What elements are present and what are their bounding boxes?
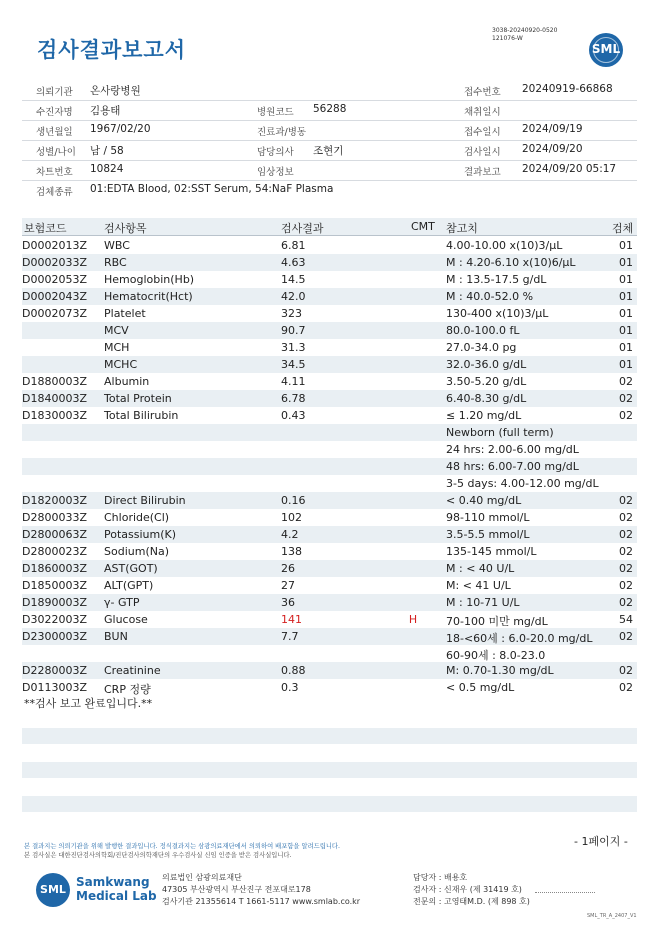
cell-item: AST(GOT) — [104, 562, 158, 575]
cell-result: 6.78 — [281, 392, 306, 405]
table-row — [22, 254, 637, 271]
cell-code: D0002033Z — [22, 256, 87, 269]
cell-code: D1850003Z — [22, 579, 87, 592]
cell-ref: < 0.40 mg/dL — [446, 494, 522, 507]
footer-note-2: 본 검사실은 대한진단검사의학회/진단검사의학재단의 우수검사실 신임 인증을 받은 검사실입니다. — [24, 852, 292, 859]
cell-ref: 3.50-5.20 g/dL — [446, 375, 527, 388]
table-row — [22, 424, 637, 441]
table-row — [22, 662, 637, 679]
clinical-label: 임상정보 — [257, 167, 294, 178]
cell-spec: 01 — [619, 358, 633, 371]
table-row — [22, 560, 637, 577]
table-row — [22, 594, 637, 611]
cell-result: 31.3 — [281, 341, 306, 354]
receipt-value: 20240919-66868 — [522, 83, 613, 95]
cell-ref: 98-110 mmol/L — [446, 511, 530, 524]
cell-ref: 130-400 x(10)3/μL — [446, 307, 549, 320]
cell-result: 34.5 — [281, 358, 306, 371]
brand-name: Samkwang Medical Lab — [76, 875, 157, 903]
cell-spec: 01 — [619, 341, 633, 354]
cell-spec: 02 — [619, 409, 633, 422]
cell-item: γ- GTP — [104, 596, 140, 609]
table-row — [22, 373, 637, 390]
cell-item: RBC — [104, 256, 127, 269]
cell-result: 102 — [281, 511, 302, 524]
cell-ref: M: < 41 U/L — [446, 579, 511, 592]
header-result: 검사결과 — [281, 222, 324, 235]
sex-label: 성별/나이 — [36, 147, 76, 158]
cell-ref: M : 13.5-17.5 g/dL — [446, 273, 547, 286]
cell-item: WBC — [104, 239, 130, 252]
cell-spec: 02 — [619, 511, 633, 524]
cell-ref: 27.0-34.0 pg — [446, 341, 517, 354]
cell-ref: 48 hrs: 6.00-7.00 mg/dL — [446, 460, 579, 473]
cell-spec: 02 — [619, 545, 633, 558]
footer-logo: SML — [36, 873, 70, 907]
cell-item: Albumin — [104, 375, 150, 388]
table-row — [22, 407, 637, 424]
cell-spec: 02 — [619, 562, 633, 575]
header-code: 보험코드 — [24, 222, 67, 235]
cell-item: Direct Bilirubin — [104, 494, 186, 507]
cell-spec: 01 — [619, 324, 633, 337]
hospital-label: 의뢰기관 — [36, 87, 73, 98]
cell-code: D1860003Z — [22, 562, 87, 575]
cell-result: 323 — [281, 307, 302, 320]
header-ref: 참고치 — [446, 222, 478, 235]
cell-item: Chloride(Cl) — [104, 511, 170, 524]
table-row — [22, 509, 637, 526]
cell-code: D0002043Z — [22, 290, 87, 303]
table-row — [22, 679, 637, 696]
cell-code: D2280003Z — [22, 664, 87, 677]
cell-item: Glucose — [104, 613, 148, 626]
cell-item: Hemoglobin(Hb) — [104, 273, 195, 286]
staff-line-3: 전문의 : 고영태M.D. (제 898 호) — [413, 897, 530, 906]
birth-label: 생년월일 — [36, 127, 73, 138]
cell-item: Creatinine — [104, 664, 161, 677]
cell-result: 6.81 — [281, 239, 306, 252]
patient-value: 김용태 — [90, 105, 121, 117]
cell-item: CRP 정량 — [104, 683, 151, 696]
cell-result: 0.3 — [281, 681, 299, 694]
cell-spec: 02 — [619, 494, 633, 507]
accept-value: 2024/09/19 — [522, 123, 583, 135]
cell-item: MCH — [104, 341, 130, 354]
cell-result: 4.11 — [281, 375, 306, 388]
cell-result: 90.7 — [281, 324, 306, 337]
cell-ref: M : 40.0-52.0 % — [446, 290, 534, 303]
cell-cmt: H — [408, 613, 418, 626]
cell-spec: 02 — [619, 579, 633, 592]
cell-ref: 70-100 미만 mg/dL — [446, 615, 548, 628]
chart-label: 차트번호 — [36, 167, 73, 178]
empty-band — [22, 796, 637, 812]
sex-value: 남 / 58 — [90, 145, 124, 157]
cell-item: Platelet — [104, 307, 146, 320]
address-line-3: 검사기관 21355614 T 1661-5117 www.smlab.co.kr — [162, 897, 361, 906]
cell-item: Potassium(K) — [104, 528, 177, 541]
cell-spec: 02 — [619, 681, 633, 694]
table-row — [22, 288, 637, 305]
empty-band — [22, 728, 637, 744]
cell-spec: 02 — [619, 664, 633, 677]
cell-code: D2800063Z — [22, 528, 87, 541]
collect-label: 채취일시 — [464, 107, 501, 118]
cell-item: BUN — [104, 630, 128, 643]
table-row — [22, 271, 637, 288]
staff-line-1: 담당자 : 배용호 — [413, 873, 468, 882]
chart-value: 10824 — [90, 163, 124, 175]
cell-spec: 02 — [619, 528, 633, 541]
cell-spec: 01 — [619, 273, 633, 286]
cell-code: D0002013Z — [22, 239, 87, 252]
cell-item: Sodium(Na) — [104, 545, 169, 558]
cell-spec: 01 — [619, 307, 633, 320]
cell-result: 7.7 — [281, 630, 299, 643]
doctor-label: 담당의사 — [257, 147, 294, 158]
cell-code: D3022003Z — [22, 613, 87, 626]
cell-result: 27 — [281, 579, 295, 592]
address-line-2: 47305 부산광역시 부산진구 전포대로178 — [162, 885, 311, 894]
patient-label: 수진자명 — [36, 107, 73, 118]
table-row — [22, 356, 637, 373]
cell-item: Total Bilirubin — [104, 409, 179, 422]
cell-item: MCV — [104, 324, 129, 337]
table-row — [22, 458, 637, 475]
cell-code: D0002073Z — [22, 307, 87, 320]
complete-text: **검사 보고 완료입니다.** — [24, 697, 153, 710]
table-row — [22, 577, 637, 594]
form-code: SML_TR_A_2407_V1 — [587, 913, 637, 919]
cell-code: D1890003Z — [22, 596, 87, 609]
cell-ref: M : 10-71 U/L — [446, 596, 520, 609]
cell-ref: 18-<60세 : 6.0-20.0 mg/dL — [446, 632, 593, 645]
table-row — [22, 645, 637, 662]
cell-ref: M: 0.70-1.30 mg/dL — [446, 664, 554, 677]
doctor-value: 조현기 — [313, 145, 344, 157]
cell-result: 138 — [281, 545, 302, 558]
test-date-label: 검사일시 — [464, 147, 501, 158]
cell-result: 42.0 — [281, 290, 306, 303]
cell-ref: 32.0-36.0 g/dL — [446, 358, 527, 371]
address-line-1: 의료법인 삼광의료재단 — [162, 873, 242, 882]
sml-logo: SML — [589, 33, 623, 67]
cell-result: 4.63 — [281, 256, 306, 269]
hospital-code-label: 병원코드 — [257, 107, 294, 118]
table-row — [22, 237, 637, 254]
table-row — [22, 492, 637, 509]
hospital-code-value: 56288 — [313, 103, 347, 115]
cell-ref: 60-90세 : 8.0-23.0 — [446, 649, 546, 662]
cell-ref: ≤ 1.20 mg/dL — [446, 409, 522, 422]
cell-ref: 24 hrs: 2.00-6.00 mg/dL — [446, 443, 579, 456]
table-row — [22, 475, 637, 492]
cell-ref: 135-145 mmol/L — [446, 545, 537, 558]
table-row — [22, 543, 637, 560]
specimen-label: 검체종류 — [36, 187, 73, 198]
cell-code: D1880003Z — [22, 375, 87, 388]
cell-ref: < 0.5 mg/dL — [446, 681, 515, 694]
cell-result: 14.5 — [281, 273, 306, 286]
cell-code: D1820003Z — [22, 494, 87, 507]
cell-ref: M : 4.20-6.10 x(10)6/μL — [446, 256, 576, 269]
cell-spec: 01 — [619, 290, 633, 303]
header-item: 검사항목 — [104, 222, 147, 235]
table-header — [22, 218, 637, 236]
table-row — [22, 305, 637, 322]
cell-result: 0.16 — [281, 494, 306, 507]
table-row — [22, 526, 637, 543]
report-value: 2024/09/20 05:17 — [522, 163, 617, 175]
table-row — [22, 339, 637, 356]
cell-result: 0.88 — [281, 664, 306, 677]
cell-spec: 01 — [619, 256, 633, 269]
cell-ref: 6.40-8.30 g/dL — [446, 392, 527, 405]
specimen-value: 01:EDTA Blood, 02:SST Serum, 54:NaF Plasma — [90, 183, 334, 195]
cell-result: 141 — [281, 613, 302, 626]
birth-value: 1967/02/20 — [90, 123, 151, 135]
cell-item: ALT(GPT) — [104, 579, 154, 592]
cell-item: MCHC — [104, 358, 138, 371]
cell-code: D2300003Z — [22, 630, 87, 643]
signature — [535, 882, 595, 893]
page-number: - 1페이지 - — [574, 835, 628, 848]
table-row — [22, 611, 637, 628]
test-date-value: 2024/09/20 — [522, 143, 583, 155]
cell-code: D0002053Z — [22, 273, 87, 286]
cell-ref: 4.00-10.00 x(10)3/μL — [446, 239, 563, 252]
dept-label: 진료과/병동 — [257, 127, 307, 138]
document-id: 3038-20240920-0520 121076-W — [492, 27, 558, 42]
cell-result: 26 — [281, 562, 295, 575]
report-label: 결과보고 — [464, 167, 501, 178]
cell-result: 4.2 — [281, 528, 299, 541]
cell-code: D0113003Z — [22, 681, 87, 694]
cell-item: Hematocrit(Hct) — [104, 290, 193, 303]
receipt-label: 접수번호 — [464, 87, 501, 98]
table-row — [22, 322, 637, 339]
cell-code: D1840003Z — [22, 392, 87, 405]
footer-note-1: 본 결과지는 의뢰기관을 위해 발행한 결과입니다. 정식결과지는 삼광의료재단에서 의뢰하여 배포함을 알려드립니다. — [24, 843, 340, 850]
page-title: 검사결과보고서 — [37, 38, 187, 62]
staff-line-2: 검사자 : 신재우 (제 31419 호) — [413, 885, 522, 894]
cell-spec: 54 — [619, 613, 633, 626]
cell-spec: 02 — [619, 375, 633, 388]
cell-code: D1830003Z — [22, 409, 87, 422]
empty-band — [22, 762, 637, 778]
cell-ref: 80.0-100.0 fL — [446, 324, 520, 337]
cell-spec: 02 — [619, 630, 633, 643]
cell-ref: 3-5 days: 4.00-12.00 mg/dL — [446, 477, 599, 490]
cell-item: Total Protein — [104, 392, 172, 405]
cell-code: D2800023Z — [22, 545, 87, 558]
cell-code: D2800033Z — [22, 511, 87, 524]
cell-result: 0.43 — [281, 409, 306, 422]
header-specimen: 검체 — [612, 222, 634, 235]
cell-spec: 02 — [619, 392, 633, 405]
cell-ref: M : < 40 U/L — [446, 562, 515, 575]
table-row — [22, 390, 637, 407]
cell-ref: 3.5-5.5 mmol/L — [446, 528, 530, 541]
cell-ref: Newborn (full term) — [446, 426, 554, 439]
cell-spec: 01 — [619, 239, 633, 252]
hospital-value: 온사랑병원 — [90, 85, 141, 97]
header-cmt: CMT — [411, 220, 435, 233]
table-row — [22, 628, 637, 645]
accept-label: 접수일시 — [464, 127, 501, 138]
cell-spec: 02 — [619, 596, 633, 609]
cell-result: 36 — [281, 596, 295, 609]
table-row — [22, 441, 637, 458]
